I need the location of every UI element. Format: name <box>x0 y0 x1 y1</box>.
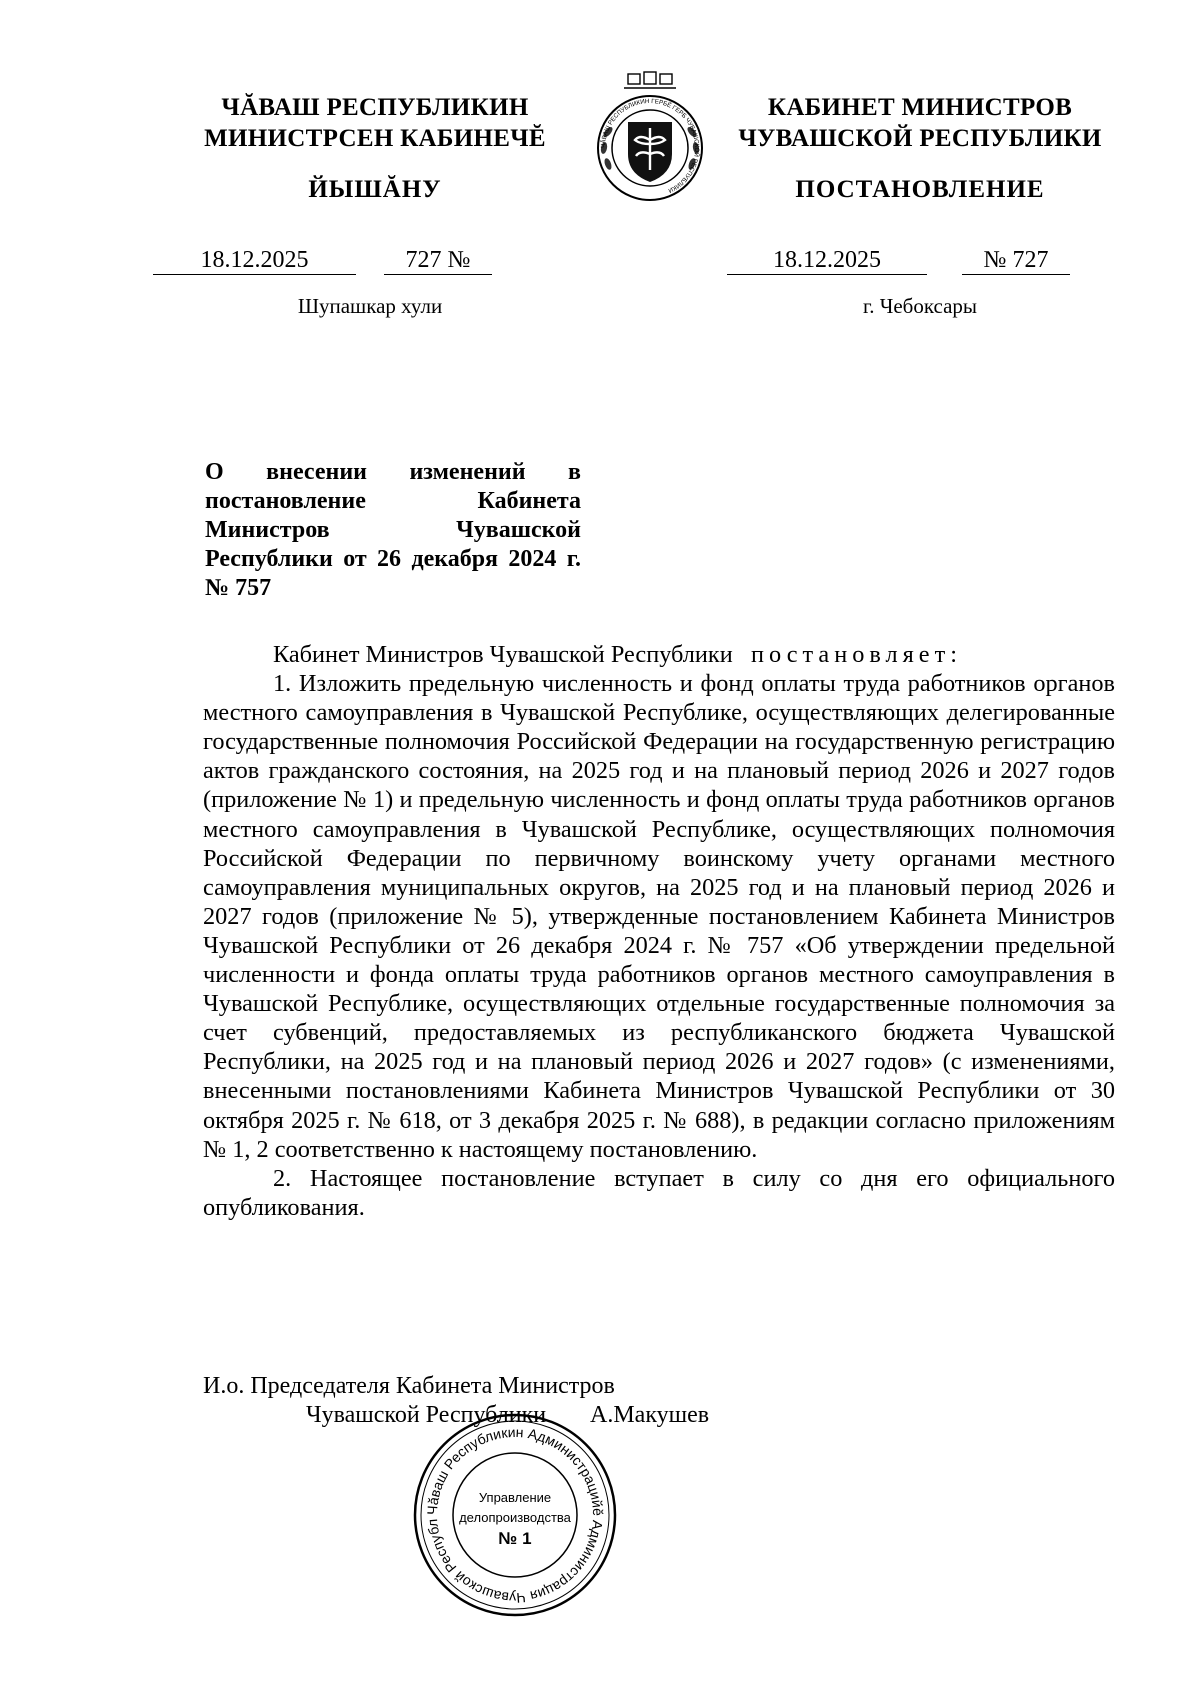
official-stamp <box>410 1410 620 1620</box>
signature-name: А.Макушев <box>590 1402 710 1428</box>
header-right-doc-type: ПОСТАНОВЛЕНИЕ <box>795 176 1045 203</box>
header-right-date: 18.12.2025 <box>727 246 927 275</box>
document-body <box>203 640 1115 1222</box>
header-left-org <box>170 92 580 154</box>
header-right-line2: ЧУВАШСКОЙ РЕСПУБЛИКИ <box>738 125 1102 152</box>
header-right-line1: КАБИНЕТ МИНИСТРОВ <box>767 94 1073 121</box>
paragraph-1: 1. Изложить предельную численность и фонд оплаты труда работников органов местного самоуправления в Чувашской Республике, осуществляющих делегированные государственные полномочия Российской Федерации на государственную регистрацию актов гражданского состояния, на 2025 год и на плановый период 2026 и 2027 годов (приложение № 1) и предельную численность и фонд оплаты труда работников органов местного самоуправления в Чувашской Республике, осуществляющих полномочия Российской Федерации по первичному воинскому учету органами местного самоуправления муниципальных округов, на 2025 год и на плановый период 2026 и 2027 годов (приложение № 5), утвержденные постановлением Кабинета Министров Чувашской Республики от 26 декабря 2024 г. № 757 «Об утверждении предельной численности и фонда оплаты труда работников органов местного самоуправления в Чувашской Республике, осуществляющих отдельные государственные полномочия за счет субвенций, предоставляемых из республиканского бюджета Чувашской Республики, на 2025 год и на плановый период 2026 и 2027 годов» (с изменениями, внесенными постановлениями Кабинета Министров Чувашской Республики от 30 октября 2025 г. № 618, от 3 декабря 2025 г. № 688), в редакции согласно приложениям № 1, 2 соответственно к настоящему постановлению. <box>203 670 1115 1163</box>
header-left-place: Шупашкар хули <box>297 294 443 318</box>
intro-prefix: Кабинет Министров Чувашской Республики <box>273 641 733 668</box>
intro-verb: постановляет: <box>750 641 962 668</box>
header-left-doc-type: ЙЫШĂНУ <box>308 176 442 203</box>
document-title: О внесении изменений в постановление Кабинета Министров Чувашской Республики от 26 декабря 2024 г. № 757 <box>205 459 581 601</box>
header-left-date: 18.12.2025 <box>153 246 356 275</box>
header-left-number: 727 № <box>384 246 492 275</box>
stamp-center-line1: Управление <box>478 1490 552 1505</box>
coat-of-arms-emblem <box>580 70 720 208</box>
header-left-line2: МИНИСТРСЕН КАБИНЕЧĔ <box>204 125 546 152</box>
stamp-ring-text: Чăваш Республикин Администрацийĕ Администрация Чувашской Республ <box>423 1423 607 1607</box>
emblem-ring-text: ЧĂВАШ РЕСПУБЛИКИН ГЕРБĔ ГЕРБ ЧУВАШСКОЙ РЕСПУБЛИКИ <box>599 97 701 194</box>
intro-paragraph <box>203 640 1115 669</box>
stamp-center-line3: № 1 <box>498 1529 532 1548</box>
signature-role-line1: И.о. Председателя Кабинета Министров <box>203 1373 615 1399</box>
header-left-line1: ЧĂВАШ РЕСПУБЛИКИН <box>221 94 529 121</box>
stamp-graphic <box>410 1410 620 1620</box>
emblem-graphic <box>580 70 720 208</box>
header-right-number: № 727 <box>962 246 1070 275</box>
header-right-place: г. Чебоксары <box>862 294 978 318</box>
signature-role-line2: Чувашской Республики <box>306 1402 547 1428</box>
stamp-center-line2: делопроизводства <box>459 1510 571 1525</box>
paragraph-2: 2. Настоящее постановление вступает в силу со дня его официального опубликования. <box>203 1164 1115 1221</box>
header-right-org <box>720 92 1120 154</box>
